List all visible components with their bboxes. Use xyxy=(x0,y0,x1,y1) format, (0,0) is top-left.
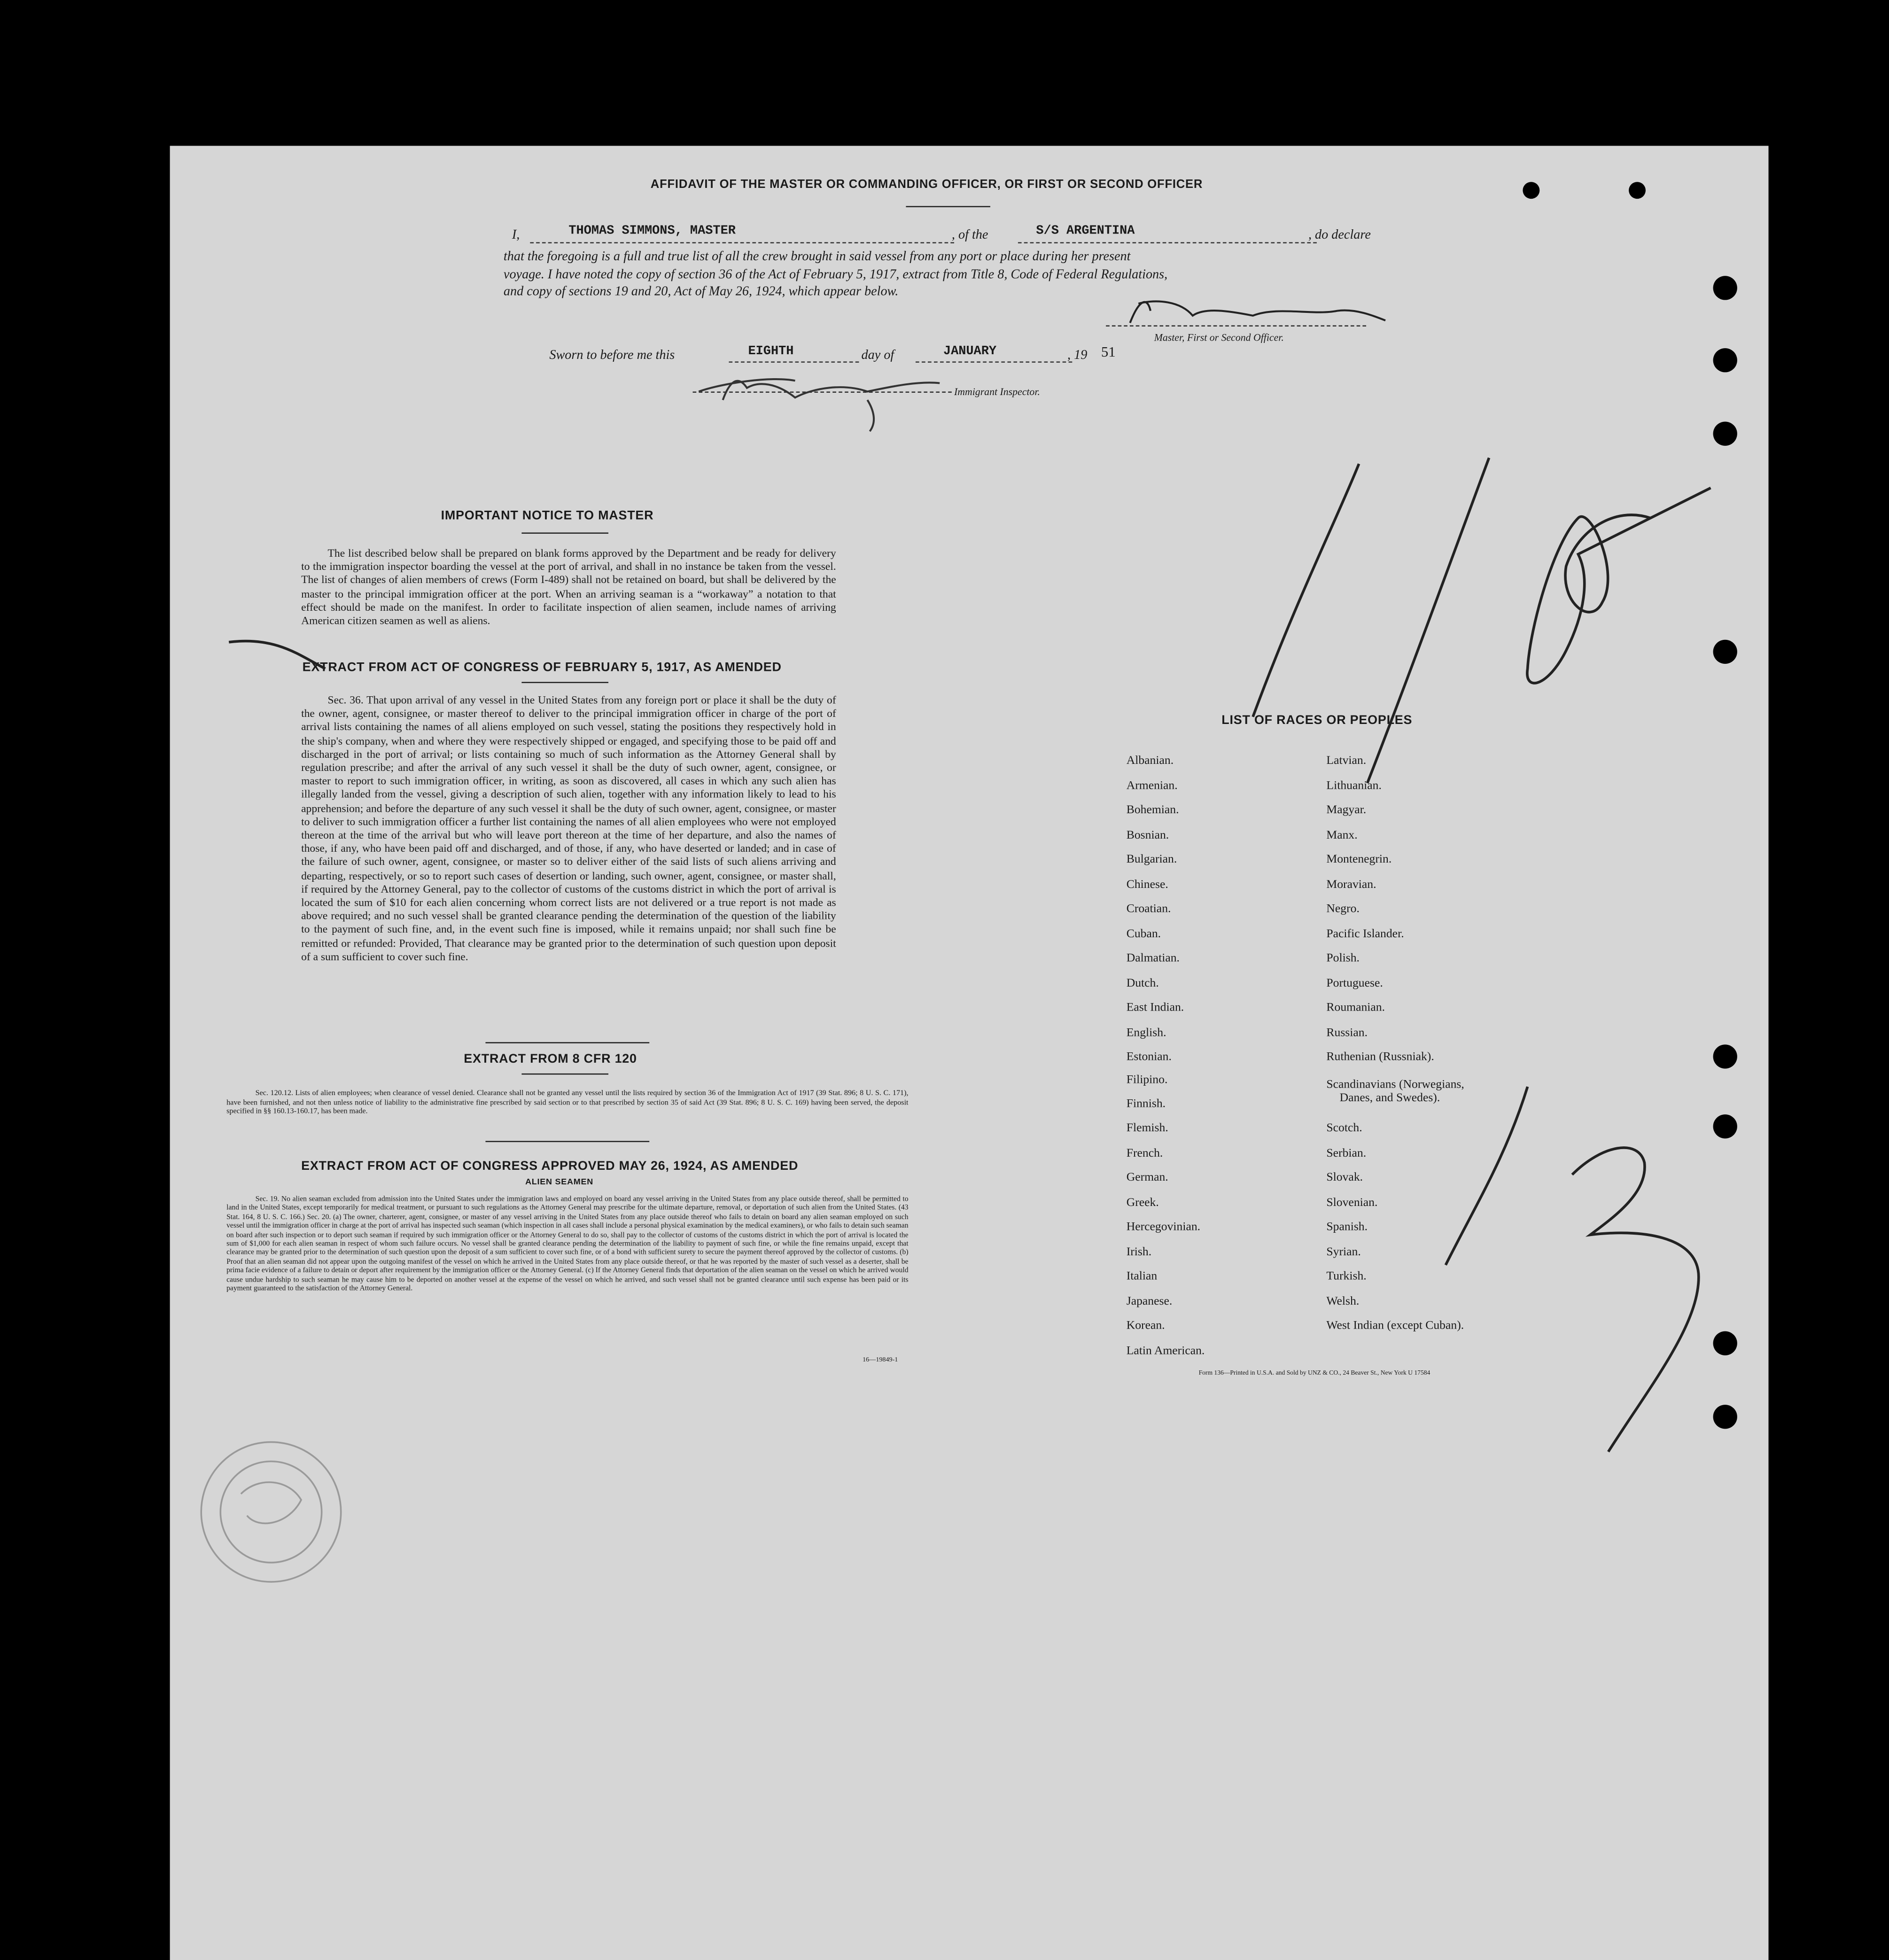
sworn-day-field: EIGHTH xyxy=(748,344,794,359)
inspector-caption: Immigrant Inspector. xyxy=(954,385,1040,398)
affidavit-title: AFFIDAVIT OF THE MASTER OR COMMANDING OFFICER, OR FIRST OR SECOND OFFICER xyxy=(650,178,1203,192)
page-number-13 xyxy=(1446,1087,1699,1452)
race-item: Bulgarian. xyxy=(1126,853,1177,866)
page-number-118 xyxy=(229,458,1710,783)
race-item: Korean. xyxy=(1126,1319,1165,1333)
affidavit-line-4: and copy of sections 19 and 20, Act of May 26, 1924, which appear below. xyxy=(503,284,899,299)
race-item: Negro. xyxy=(1326,902,1360,916)
extract-1924-body: Sec. 19. No alien seaman excluded from admission into the United States under the immigration laws and employed on board any vessel arriving in the United States from any place outside thereof, shall be permitted to land in the United States, except temporarily for medical treatment, or pursuant to such regulations as the Attorney General may prescribe for the ultimate departure, removal, or deportation of such alien from the United States. (43 Stat. 164, 8 U. S. C. 166.) Sec. 20. (a) The owner, charterer, agent, consignee, or master of any vessel arriving in the United States from any place outside thereof who fails to detain on board any alien seaman employed on such vessel until the immigration officer in charge at the port of arrival has inspected such seaman (which inspection in all cases shall include a personal physical examination by the medical examiners), or who fails to detain such seaman on board after such inspection or to deport such seaman if required by such immigration officer or the Attorney General to do so, shall pay to the collector of customs of the customs district in which the port of arrival is located the sum of $1,000 for each alien seaman in respect of whom such failure occurs. No vessel shall be granted clearance pending the determination of the liability to payment of such fine, or while the fine remains unpaid, except that clearance may be granted prior to the determination of such question upon the deposit of a sum sufficient to cover such fine, or of a bond with sufficient surety to secure the payment thereof approved by the collector of customs. (b) Proof that an alien seaman did not appear upon the outgoing manifest of the vessel on which he arrived in the United States from any place outside thereof, or that he was reported by the master of such vessel as a deserter, shall be prima facie evidence of a failure to detain or deport after requirement by the immigration officer or the Attorney General. (c) If the Attorney General finds that deportation of the alien seaman on the vessel on which he arrived would cause undue hardship to such seaman he may cause him to be deported on another vessel at the expense of the vessel on which he arrived, and such vessel shall not be granted clearance until such expense has been paid or its payment guaranteed to the satisfaction of the Attorney General. xyxy=(226,1196,909,1293)
race-item: Bohemian. xyxy=(1126,803,1179,817)
race-item: Polish. xyxy=(1326,951,1360,965)
master-signature xyxy=(1130,301,1385,323)
race-item: Danes, and Swedes). xyxy=(1339,1091,1440,1105)
extract-1917-title: EXTRACT FROM ACT OF CONGRESS OF FEBRUARY 5, 1917, AS AMENDED xyxy=(302,660,782,675)
race-item: Flemish. xyxy=(1126,1121,1168,1135)
sworn-year-field: 51 xyxy=(1101,343,1116,360)
race-item: Irish. xyxy=(1126,1245,1152,1259)
race-item: German. xyxy=(1126,1171,1168,1184)
race-item: Serbian. xyxy=(1326,1146,1367,1160)
race-item: West Indian (except Cuban). xyxy=(1326,1319,1464,1333)
do-declare-label: , do declare xyxy=(1308,227,1371,242)
day-of-label: day of xyxy=(861,348,894,363)
race-item: Slovenian. xyxy=(1326,1196,1378,1209)
extract-1924-subtitle: ALIEN SEAMEN xyxy=(525,1178,593,1187)
race-item: Moravian. xyxy=(1326,878,1376,891)
race-item: East Indian. xyxy=(1126,1001,1184,1015)
race-item: Portuguese. xyxy=(1326,976,1383,990)
race-item: French. xyxy=(1126,1146,1163,1160)
race-item: Greek. xyxy=(1126,1196,1159,1209)
race-item: Spanish. xyxy=(1326,1220,1368,1234)
race-item: Welsh. xyxy=(1326,1294,1360,1308)
race-item: Cuban. xyxy=(1126,927,1161,941)
affidavit-i-label: I, xyxy=(512,227,520,242)
race-item: Estonian. xyxy=(1126,1050,1172,1064)
race-item: Slovak. xyxy=(1326,1171,1363,1184)
race-item: Turkish. xyxy=(1326,1269,1367,1283)
race-item: Scotch. xyxy=(1326,1121,1362,1135)
race-item: Armenian. xyxy=(1126,778,1178,793)
race-item: Croatian. xyxy=(1126,902,1171,916)
race-item: Chinese. xyxy=(1126,878,1168,891)
race-item: Dalmatian. xyxy=(1126,951,1180,965)
extract-cfr-body: Sec. 120.12. Lists of alien employees; when clearance of vessel denied. Clearance shall not be granted any vessel until the lists required by section 36 of the Immigration Act of 1917 (39 Stat. 896; 8 U. S. C. 171), have been furnished, and not then unless notice of liability to the administrative fine prescribed by said section or to that prescribed by section 35 of said Act (39 Stat. 896; 8 U. S. C. 169) having been served, the deposit specified in §§ 160.13-160.17, has been made. xyxy=(226,1089,909,1116)
vessel-name-field: S/S ARGENTINA xyxy=(1036,224,1135,239)
notice-body: The list described below shall be prepared on blank forms approved by the Department and be ready for delivery to the immigration inspector boarding the vessel at the port of arrival, and shall in no instance be taken from the vessel. The list of changes of alien members of crews (Form I-489) shall not be retained on board, but shall be delivered by the master to the principal immigration officer at the port. When an arriving seaman is a “workaway” a notation to that effect should be made on the manifest. In order to facilitate inspection of alien seamen, include names of arriving American citizen seamen as well as aliens. xyxy=(301,547,836,627)
extract-1924-code: 16—19849-1 xyxy=(863,1356,898,1364)
master-name-field: THOMAS SIMMONS, MASTER xyxy=(568,224,736,239)
race-item: Finnish. xyxy=(1126,1097,1166,1111)
race-item: Bosnian. xyxy=(1126,828,1169,842)
race-item: Latin American. xyxy=(1126,1344,1205,1357)
race-item: Filipino. xyxy=(1126,1073,1168,1087)
races-title: LIST OF RACES OR PEOPLES xyxy=(1221,713,1413,728)
race-item: Albanian. xyxy=(1126,754,1174,768)
of-the-label: , of the xyxy=(951,227,988,242)
race-item: Roumanian. xyxy=(1326,1001,1385,1015)
year-prefix: , 19 xyxy=(1067,348,1088,363)
master-caption: Master, First or Second Officer. xyxy=(1154,331,1284,343)
affidavit-line-3: voyage. I have noted the copy of section 36 of the Act of February 5, 1917, extract from Title 8, Code of Federal Regulations, xyxy=(503,267,1168,282)
official-seal xyxy=(201,1442,341,1582)
race-item: Magyar. xyxy=(1326,803,1367,817)
race-item: Dutch. xyxy=(1126,976,1159,990)
affidavit-line-2: that the foregoing is a full and true list of all the crew brought in said vessel from any port or place during her present xyxy=(503,249,1131,264)
sworn-prefix: Sworn to before me this xyxy=(549,348,675,363)
race-item: Scandinavians (Norwegians, xyxy=(1326,1078,1464,1092)
extract-cfr-title: EXTRACT FROM 8 CFR 120 xyxy=(464,1051,637,1066)
race-item: Japanese. xyxy=(1126,1294,1173,1308)
race-item: Manx. xyxy=(1326,828,1358,842)
extract-1917-body: Sec. 36. That upon arrival of any vessel in the United States from any foreign port or place it shall be the duty of the owner, agent, consignee, or master thereof to deliver to the principal immigration officer in charge of the port of arrival lists containing the names of all aliens employed on such vessel, stating the positions they respectively hold in the ship's company, when and where they were respectively shipped or engaged, and specifying those to be paid off and discharged in the port of arrival; or lists containing so much of such information as the Attorney General shall by regulation prescribe; and after the arrival of any such vessel it shall be the duty of such owner, agent, consignee, or master to report to such immigration officer, in writing, as soon as discovered, all cases in which any such alien has illegally landed from the vessel, giving a description of such alien, together with any information likely to lead to his apprehension; and before the departure of any such vessel it shall be the duty of such owner, agent, consignee, or master to deliver to such immigration officer a further list containing the names of all alien employees who were not employed thereon at the time of the arrival but who will leave port thereon at the time of her departure, and also the names of those, if any, who have been paid off and discharged, and of those, if any, who have deserted or landed; and in case of the failure of such owner, agent, consignee, or master so to deliver either of the said lists of such aliens arriving and departing, respectively, or so to report such cases of desertion or landing, such owner, agent, consignee, or master shall, if required by the Attorney General, pay to the collector of customs of the customs district in which the port of arrival is located the sum of $10 for each alien concerning whom correct lists are not delivered or a true report is not made as above required; and no such vessel shall be granted clearance pending the determination of the question of the liability to the payment of such fine, and, in the event such fine is imposed, while it remains unpaid; nor shall such fine be remitted or refunded: Provided, That clearance may be granted prior to the determination of such question upon deposit of a sum sufficient to cover such fine. xyxy=(301,694,836,963)
race-item: Lithuanian. xyxy=(1326,778,1382,793)
race-item: Pacific Islander. xyxy=(1326,927,1404,941)
race-item: Syrian. xyxy=(1326,1245,1361,1259)
sworn-month-field: JANUARY xyxy=(943,344,997,359)
extract-1924-title: EXTRACT FROM ACT OF CONGRESS APPROVED MAY 26, 1924, AS AMENDED xyxy=(301,1159,799,1174)
race-item: English. xyxy=(1126,1026,1166,1039)
race-item: Italian xyxy=(1126,1269,1158,1283)
form-footer: Form 136—Printed in U.S.A. and Sold by UNZ & CO., 24 Beaver St., New York U 17584 xyxy=(1198,1369,1430,1377)
race-item: Hercegovinian. xyxy=(1126,1220,1201,1234)
race-item: Ruthenian (Russniak). xyxy=(1326,1050,1434,1064)
inspector-signature xyxy=(699,379,940,431)
race-item: Russian. xyxy=(1326,1026,1368,1039)
race-item: Latvian. xyxy=(1326,754,1367,768)
race-item: Montenegrin. xyxy=(1326,853,1392,866)
notice-title: IMPORTANT NOTICE TO MASTER xyxy=(441,508,654,523)
